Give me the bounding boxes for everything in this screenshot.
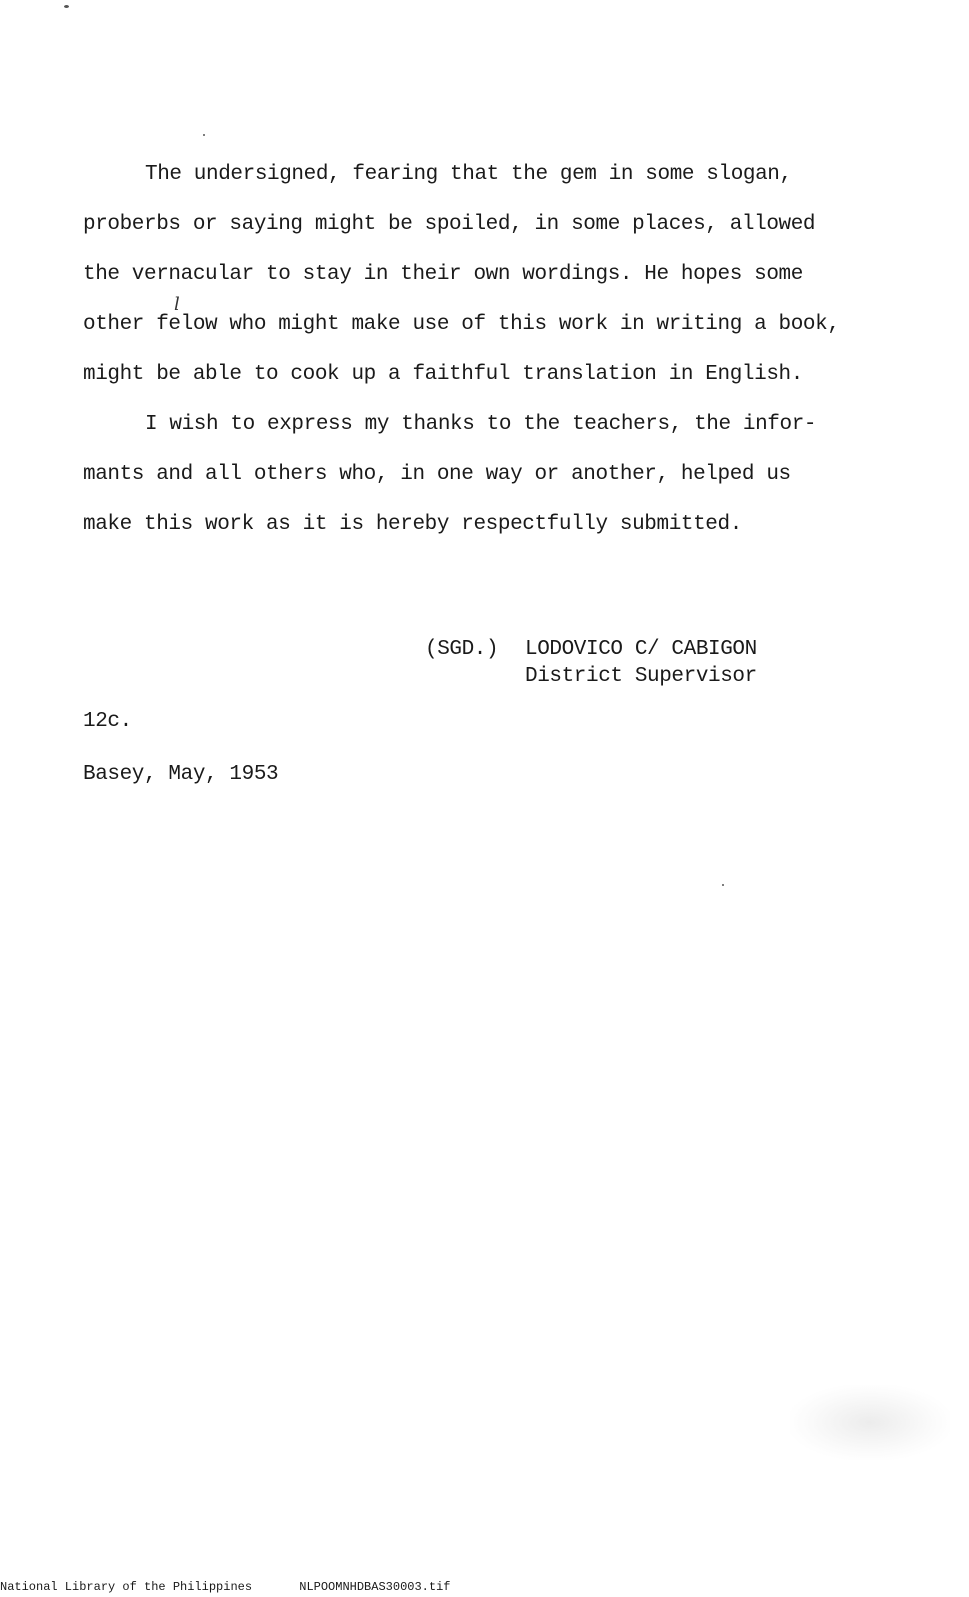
scan-footer bbox=[0, 1580, 450, 1594]
scan-speck bbox=[64, 5, 69, 8]
place-date-line: Basey, May, 1953 bbox=[83, 763, 279, 786]
library-credit: National Library of the Philippines bbox=[0, 1580, 253, 1594]
paragraph2-line: mants and all others who, in one way or another, helped us bbox=[83, 463, 791, 486]
paragraph2-line: I wish to express my thanks to the teachers, the infor- bbox=[145, 413, 817, 436]
signatory-name: LODOVICO C/ CABIGON bbox=[525, 638, 757, 661]
paragraph1-line: the vernacular to stay in their own wordings. He hopes some bbox=[83, 263, 803, 286]
paragraph1-line: proberbs or saying might be spoiled, in some places, allowed bbox=[83, 213, 816, 236]
scan-filename: NLPOOMNHDBAS30003.tif bbox=[299, 1580, 451, 1594]
paragraph2-line: make this work as it is hereby respectfully submitted. bbox=[83, 513, 742, 536]
scan-smudge bbox=[790, 1385, 950, 1460]
signed-label: (SGD.) bbox=[425, 638, 499, 661]
paragraph1-line: might be able to cook up a faithful translation in English. bbox=[83, 363, 803, 386]
signatory-title: District Supervisor bbox=[525, 665, 757, 688]
reference-code: 12c. bbox=[83, 710, 132, 733]
signature-block bbox=[425, 636, 757, 690]
paragraph1-line: The undersigned, fearing that the gem in some slogan, bbox=[145, 163, 792, 186]
paragraph1-line: other felow who might make use of this work in writing a book, bbox=[83, 313, 840, 336]
letter-body bbox=[83, 150, 853, 550]
scan-speck bbox=[203, 134, 205, 136]
handwritten-correction: l bbox=[174, 294, 180, 315]
scan-speck bbox=[722, 884, 724, 886]
